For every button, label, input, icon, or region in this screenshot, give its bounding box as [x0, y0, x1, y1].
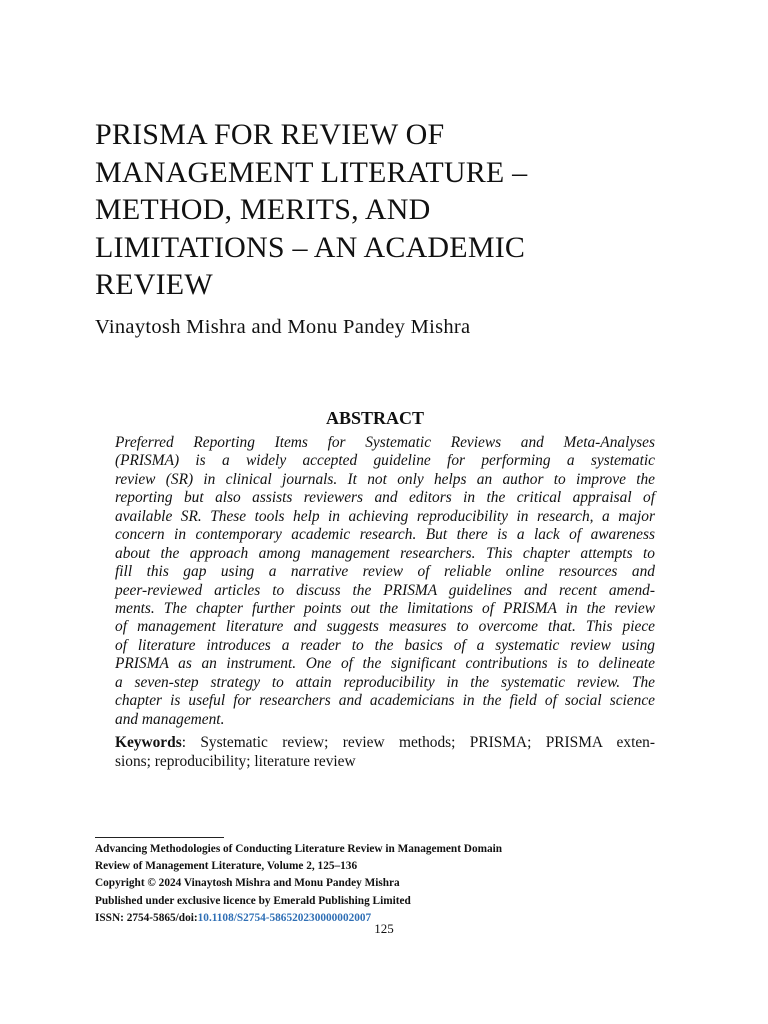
abstract-line: (PRISMA) is a widely accepted guideline for performing a systematic — [115, 452, 655, 470]
book-title: Advancing Methodologies of Conducting Literature Review in Management Domain — [95, 843, 503, 855]
abstract-line: review (SR) in clinical journals. It not only helps an author to improve the — [115, 470, 655, 488]
keywords-block — [115, 733, 655, 771]
abstract-line: about the approach among management researchers. This chapter attempts to — [115, 544, 655, 562]
abstract-body — [115, 434, 655, 729]
abstract-line: ments. The chapter further points out the limitations of PRISMA in the review — [115, 599, 655, 617]
abstract-line: concern in contemporary academic research. But there is a lack of awareness — [115, 526, 655, 544]
title-line: PRISMA FOR REVIEW OF — [95, 118, 445, 151]
series-volume: Review of Management Literature, Volume 2, 125–136 — [95, 860, 358, 873]
title-line: REVIEW — [95, 268, 213, 301]
abstract-line: peer-reviewed articles to discuss the PRISMA guidelines and recent amend- — [115, 581, 655, 599]
abstract-line: PRISMA as an instrument. One of the significant contributions is to delineate — [115, 655, 655, 673]
footnote-divider — [95, 837, 224, 838]
doi-link[interactable]: 10.1108/S2754-586520230000002007 — [197, 911, 372, 924]
title-line: METHOD, MERITS, AND — [95, 193, 431, 226]
abstract-line: of management literature and suggests measures to overcome that. This piece — [115, 618, 655, 636]
copyright-notice: Copyright © 2024 Vinaytosh Mishra and Monu Pandey Mishra — [95, 877, 400, 890]
publication-footnote — [95, 841, 715, 927]
abstract-heading: ABSTRACT — [325, 408, 425, 428]
abstract-line: a seven-step strategy to attain reproducibility in the systematic review. The — [115, 673, 655, 691]
keywords-label: Keywords — [115, 734, 182, 751]
title-line: LIMITATIONS – AN ACADEMIC — [95, 230, 526, 264]
abstract-line: and management. — [115, 710, 225, 728]
licence-notice: Published under exclusive licence by Emerald Publishing Limited — [95, 894, 411, 907]
author-names: Vinaytosh Mishra and Monu Pandey Mishra — [95, 316, 471, 338]
abstract-line: of literature introduces a reader to the basics of a systematic review using — [115, 636, 655, 654]
abstract-line: reporting but also assists reviewers and editors in the critical appraisal of — [115, 489, 655, 507]
keywords-text: Systematic review; review methods; PRISMA; PRISMA exten- — [200, 734, 655, 751]
page-number: 125 — [374, 921, 394, 936]
abstract-line: fill this gap using a narrative review of reliable online resources and — [115, 563, 655, 581]
issn-text: ISSN: 2754-5865/doi: — [95, 911, 198, 924]
chapter-title — [95, 116, 695, 304]
keywords-line — [115, 733, 655, 752]
abstract-line: chapter is useful for researchers and academicians in the field of social science — [115, 692, 655, 710]
keywords-separator: : — [181, 734, 201, 751]
keywords-line: sions; reproducibility; literature review — [115, 753, 356, 770]
title-line: MANAGEMENT LITERATURE – — [95, 155, 528, 189]
abstract-line: available SR. These tools help in achieving reproducibility in research, a major — [115, 507, 655, 525]
abstract-line: Preferred Reporting Items for Systematic Reviews and Meta-Analyses — [115, 434, 655, 451]
